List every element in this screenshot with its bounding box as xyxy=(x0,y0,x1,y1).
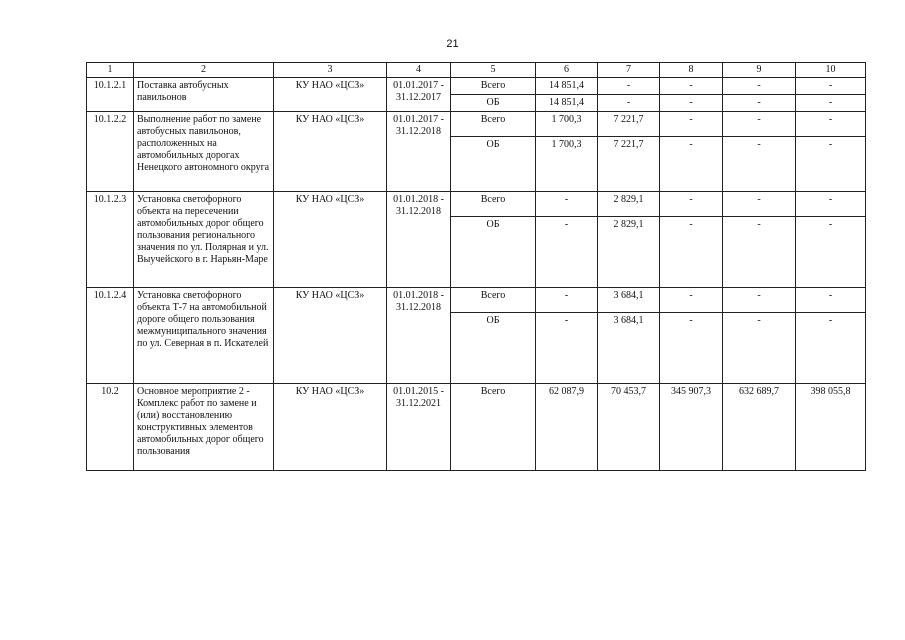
value-col-9 xyxy=(723,78,796,95)
executor-text: КУ НАО «ЦСЗ» xyxy=(295,386,365,397)
value-col-7 xyxy=(598,313,660,384)
column-header: 9 xyxy=(723,63,796,78)
column-header: 1 xyxy=(87,63,134,78)
value-col-6 xyxy=(536,217,598,288)
table-row xyxy=(87,384,866,471)
value-col-6-text: - xyxy=(564,219,569,230)
value-col-10 xyxy=(796,95,866,112)
value-col-6 xyxy=(536,192,598,217)
funding-source xyxy=(451,95,536,112)
table-row xyxy=(87,112,866,137)
funding-source-text: ОБ xyxy=(486,97,500,108)
value-col-9-text: - xyxy=(757,219,761,230)
value-col-8-text: - xyxy=(689,219,693,230)
period xyxy=(387,78,451,112)
period xyxy=(387,192,451,288)
column-header: 10 xyxy=(796,63,866,78)
period xyxy=(387,288,451,384)
column-header: 3 xyxy=(274,63,387,78)
funding-source xyxy=(451,384,536,471)
column-header: 2 xyxy=(134,63,274,78)
item-name-text: Выполнение работ по замене автобусных павильонов, расположенных на автомобильных дорогах Ненецкого автономного округа xyxy=(137,114,270,173)
value-col-9-text: 632 689,7 xyxy=(739,386,779,397)
item-number xyxy=(87,384,134,471)
value-col-9 xyxy=(723,137,796,192)
item-number-text: 10.2 xyxy=(101,386,119,397)
period-end: 31.12.2021 xyxy=(396,398,441,409)
value-col-9 xyxy=(723,192,796,217)
value-col-7-text: 7 221,7 xyxy=(613,139,644,150)
value-col-6-text: 14 851,4 xyxy=(549,80,584,91)
period xyxy=(387,384,451,471)
value-col-10-text: - xyxy=(828,97,833,108)
value-col-7-text: - xyxy=(626,97,631,108)
value-col-8 xyxy=(660,78,723,95)
funding-source-text: ОБ xyxy=(486,139,500,150)
column-header: 8 xyxy=(660,63,723,78)
executor-text: КУ НАО «ЦСЗ» xyxy=(295,290,365,301)
value-col-7-text: 3 684,1 xyxy=(613,315,644,326)
funding-source xyxy=(451,78,536,95)
value-col-8-text: - xyxy=(689,80,693,91)
header-row xyxy=(87,63,866,78)
value-col-8-text: - xyxy=(689,97,693,108)
value-col-9-text: - xyxy=(757,97,761,108)
value-col-6 xyxy=(536,137,598,192)
funding-source xyxy=(451,288,536,313)
item-number xyxy=(87,192,134,288)
value-col-8-text: - xyxy=(689,194,693,205)
funding-source xyxy=(451,192,536,217)
value-col-7-text: 3 684,1 xyxy=(613,290,644,301)
value-col-6 xyxy=(536,313,598,384)
value-col-9-text: - xyxy=(757,315,761,326)
item-number xyxy=(87,112,134,192)
funding-source xyxy=(451,112,536,137)
item-name xyxy=(134,78,274,112)
funding-source-text: ОБ xyxy=(486,219,500,230)
item-name xyxy=(134,192,274,288)
period-end: 31.12.2017 xyxy=(396,92,441,103)
value-col-9 xyxy=(723,288,796,313)
value-col-10 xyxy=(796,313,866,384)
item-name xyxy=(134,288,274,384)
executor xyxy=(274,112,387,192)
funding-source-text: Всего xyxy=(480,80,506,91)
value-col-10 xyxy=(796,137,866,192)
value-col-8-text: - xyxy=(689,290,693,301)
value-col-8 xyxy=(660,313,723,384)
funding-source-text: ОБ xyxy=(486,315,500,326)
period-end: 31.12.2018 xyxy=(396,126,441,137)
value-col-8 xyxy=(660,384,723,471)
funding-source-text: Всего xyxy=(480,386,506,397)
value-col-6 xyxy=(536,78,598,95)
period-start: 01.01.2018 - xyxy=(393,194,444,205)
value-col-10 xyxy=(796,217,866,288)
period-start: 01.01.2017 - xyxy=(393,114,444,125)
funding-source-text: Всего xyxy=(480,194,506,205)
value-col-10-text: - xyxy=(828,139,833,150)
value-col-6-text: 1 700,3 xyxy=(551,139,582,150)
value-col-6-text: 62 087,9 xyxy=(549,386,584,397)
value-col-7-text: 7 221,7 xyxy=(613,114,644,125)
value-col-7 xyxy=(598,78,660,95)
value-col-8 xyxy=(660,112,723,137)
value-col-9 xyxy=(723,112,796,137)
executor xyxy=(274,288,387,384)
value-col-6 xyxy=(536,112,598,137)
period xyxy=(387,112,451,192)
funding-source-text: Всего xyxy=(480,290,506,301)
value-col-9-text: - xyxy=(757,139,761,150)
value-col-8-text: - xyxy=(689,114,693,125)
value-col-6-text: - xyxy=(564,315,569,326)
period-end: 31.12.2018 xyxy=(396,206,441,217)
value-col-9-text: - xyxy=(757,290,761,301)
value-col-7-text: 70 453,7 xyxy=(611,386,646,397)
value-col-6 xyxy=(536,95,598,112)
value-col-10 xyxy=(796,112,866,137)
item-number-text: 10.1.2.4 xyxy=(93,290,127,301)
value-col-10 xyxy=(796,192,866,217)
value-col-7 xyxy=(598,384,660,471)
table-row xyxy=(87,78,866,95)
executor xyxy=(274,192,387,288)
executor-text: КУ НАО «ЦСЗ» xyxy=(295,80,365,91)
executor-text: КУ НАО «ЦСЗ» xyxy=(295,194,365,205)
item-number-text: 10.1.2.2 xyxy=(93,114,127,125)
value-col-9 xyxy=(723,384,796,471)
value-col-8-text: - xyxy=(689,315,693,326)
item-name-text: Поставка автобусных павильонов xyxy=(137,80,229,103)
value-col-6 xyxy=(536,384,598,471)
value-col-10-text: 398 055,8 xyxy=(810,386,851,397)
value-col-8 xyxy=(660,192,723,217)
value-col-7-text: - xyxy=(626,80,631,91)
value-col-7 xyxy=(598,112,660,137)
value-col-10 xyxy=(796,288,866,313)
period-start: 01.01.2017 - xyxy=(393,80,444,91)
value-col-7 xyxy=(598,95,660,112)
value-col-6-text: - xyxy=(564,194,569,205)
value-col-6-text: 14 851,4 xyxy=(549,97,584,108)
value-col-7 xyxy=(598,192,660,217)
item-name xyxy=(134,112,274,192)
value-col-8 xyxy=(660,137,723,192)
value-col-7 xyxy=(598,288,660,313)
funding-source xyxy=(451,217,536,288)
item-number xyxy=(87,78,134,112)
funding-source-text: Всего xyxy=(480,114,506,125)
value-col-10-text: - xyxy=(828,194,833,205)
value-col-8 xyxy=(660,95,723,112)
value-col-7 xyxy=(598,217,660,288)
value-col-7 xyxy=(598,137,660,192)
item-number xyxy=(87,288,134,384)
value-col-7-text: 2 829,1 xyxy=(613,194,644,205)
item-name-text: Основное мероприятие 2 - Комплекс работ по замене и (или) восстановлению конструктивных элементов автомобильных дорог общего пользования xyxy=(137,386,264,457)
executor-text: КУ НАО «ЦСЗ» xyxy=(295,114,365,125)
value-col-10-text: - xyxy=(828,114,833,125)
executor xyxy=(274,384,387,471)
column-header: 7 xyxy=(598,63,660,78)
item-name-text: Установка светофорного объекта на пересечении автомобильных дорог общего пользования регионального значения по ул. Полярная и ул. Выучейского в г. Нарьян-Маре xyxy=(137,194,269,265)
value-col-8-text: 345 907,3 xyxy=(671,386,711,397)
value-col-10-text: - xyxy=(828,315,833,326)
column-header: 5 xyxy=(451,63,536,78)
value-col-9-text: - xyxy=(757,194,761,205)
value-col-6 xyxy=(536,288,598,313)
program-table xyxy=(86,62,866,471)
period-start: 01.01.2015 - xyxy=(393,386,444,397)
value-col-10 xyxy=(796,384,866,471)
value-col-8-text: - xyxy=(689,139,693,150)
funding-source xyxy=(451,137,536,192)
value-col-10-text: - xyxy=(828,219,833,230)
item-name xyxy=(134,384,274,471)
value-col-10 xyxy=(796,78,866,95)
column-header: 4 xyxy=(387,63,451,78)
value-col-8 xyxy=(660,217,723,288)
table-row xyxy=(87,288,866,313)
value-col-7-text: 2 829,1 xyxy=(613,219,644,230)
value-col-9-text: - xyxy=(757,114,761,125)
value-col-9 xyxy=(723,217,796,288)
value-col-9 xyxy=(723,313,796,384)
executor xyxy=(274,78,387,112)
item-number-text: 10.1.2.1 xyxy=(93,80,127,91)
period-start: 01.01.2018 - xyxy=(393,290,444,301)
item-name-text: Установка светофорного объекта Т-7 на автомобильной дороге общего пользования межмуниципального значения по ул. Северная в п. Искателей xyxy=(137,290,269,349)
value-col-9 xyxy=(723,95,796,112)
table-row xyxy=(87,192,866,217)
value-col-6-text: 1 700,3 xyxy=(551,114,582,125)
value-col-6-text: - xyxy=(564,290,569,301)
funding-source xyxy=(451,313,536,384)
value-col-10-text: - xyxy=(828,290,833,301)
column-header: 6 xyxy=(536,63,598,78)
page-number: 21 xyxy=(446,38,459,50)
item-number-text: 10.1.2.3 xyxy=(93,194,127,205)
value-col-10-text: - xyxy=(828,80,833,91)
value-col-9-text: - xyxy=(757,80,761,91)
period-end: 31.12.2018 xyxy=(396,302,441,313)
value-col-8 xyxy=(660,288,723,313)
